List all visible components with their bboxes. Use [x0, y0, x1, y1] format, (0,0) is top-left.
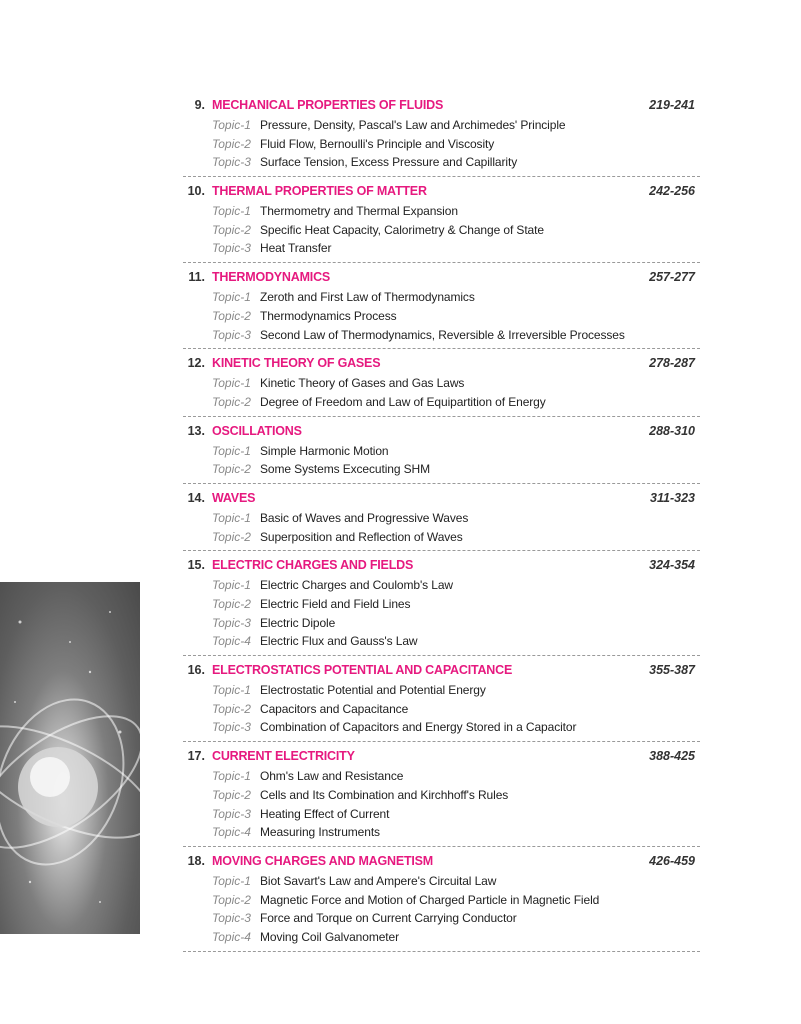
- topic-label: Topic-2: [212, 308, 251, 323]
- chapter-heading: [183, 268, 700, 289]
- topic-title: Electrostatic Potential and Potential Energy: [260, 683, 486, 698]
- chapter-title: ELECTROSTATICS POTENTIAL AND CAPACITANCE: [212, 663, 513, 678]
- chapter-entry: [183, 354, 700, 416]
- chapter-heading: [183, 422, 700, 443]
- topic-label: Topic-1: [212, 118, 251, 132]
- chapter-page-range: 278-287: [649, 356, 695, 371]
- chapter-heading: [183, 354, 700, 375]
- topic-title: Thermodynamics Process: [260, 308, 397, 323]
- topic-row: [183, 824, 700, 843]
- topic-row: [183, 719, 700, 738]
- topic-label: Topic-3: [212, 327, 251, 342]
- topic-label: Topic-1: [212, 510, 251, 525]
- topic-label: Topic-2: [212, 597, 251, 611]
- chapter-number: 10.: [187, 184, 205, 199]
- topic-row: [183, 461, 700, 480]
- topic-row: [183, 154, 700, 173]
- topic-row: [183, 768, 700, 787]
- topic-row: [183, 577, 700, 596]
- topic-title: Cells and Its Combination and Kirchhoff's Rules: [260, 787, 509, 802]
- topic-row: [183, 117, 700, 136]
- topic-row: [183, 873, 700, 892]
- chapter-entry: [183, 661, 700, 742]
- topic-title: Heat Transfer: [260, 241, 332, 256]
- chapter-entry: [183, 556, 700, 656]
- topic-label: Topic-4: [212, 825, 251, 840]
- chapter-page-range: 242-256: [649, 184, 695, 199]
- chapter-number: 13.: [187, 423, 205, 438]
- topic-row: [183, 615, 700, 634]
- chapter-entry: [183, 182, 700, 263]
- chapter-entry: [183, 747, 700, 847]
- topic-row: [183, 203, 700, 222]
- topic-row: [183, 443, 700, 462]
- chapter-page-range: 257-277: [649, 270, 695, 285]
- topic-label: Topic-1: [212, 204, 251, 219]
- topic-title: Surface Tension, Excess Pressure and Capillarity: [260, 155, 518, 170]
- chapter-title: THERMAL PROPERTIES OF MATTER: [212, 184, 427, 199]
- chapter-page-range: 311-323: [650, 490, 695, 505]
- chapter-title: KINETIC THEORY OF GASES: [212, 356, 381, 371]
- topic-title: Simple Harmonic Motion: [260, 443, 389, 458]
- topic-title: Biot Savart's Law and Ampere's Circuital Law: [260, 873, 497, 888]
- topic-row: [183, 327, 700, 346]
- chapter-page-range: 355-387: [649, 663, 695, 678]
- topic-row: [183, 806, 700, 825]
- topic-row: [183, 701, 700, 720]
- topic-title: Electric Dipole: [260, 615, 336, 630]
- topic-title: Combination of Capacitors and Energy Stored in a Capacitor: [260, 720, 577, 735]
- topic-title: Force and Torque on Current Carrying Conductor: [260, 911, 517, 926]
- topic-title: Capacitors and Capacitance: [260, 701, 409, 716]
- topic-label: Topic-2: [212, 701, 251, 716]
- topic-row: [183, 787, 700, 806]
- topic-title: Some Systems Excecuting SHM: [260, 462, 431, 477]
- chapter-number: 16.: [187, 663, 205, 678]
- topic-label: Topic-2: [212, 787, 251, 802]
- chapter-title: MOVING CHARGES AND MAGNETISM: [212, 853, 434, 868]
- topic-label: Topic-3: [212, 155, 251, 170]
- chapter-title: WAVES: [212, 490, 256, 505]
- topic-label: Topic-3: [212, 720, 251, 735]
- chapter-heading: [183, 556, 700, 577]
- chapter-title: ELECTRIC CHARGES AND FIELDS: [212, 558, 414, 573]
- chapter-entry: [183, 489, 700, 551]
- topic-label: Topic-4: [212, 929, 251, 944]
- topic-label: Topic-1: [212, 290, 251, 305]
- topic-title: Pressure, Density, Pascal's Law and Archimedes' Principle: [260, 118, 566, 132]
- topic-row: [183, 633, 700, 652]
- topic-label: Topic-3: [212, 241, 251, 256]
- topic-title: Electric Flux and Gauss's Law: [260, 634, 418, 649]
- chapter-heading: [183, 852, 700, 873]
- topic-label: Topic-4: [212, 634, 251, 649]
- chapter-number: 9.: [194, 98, 205, 112]
- topic-label: Topic-3: [212, 615, 251, 630]
- chapter-heading: [183, 489, 700, 510]
- topic-row: [183, 394, 700, 413]
- chapter-page-range: 324-354: [649, 558, 695, 573]
- topic-title: Superposition and Reflection of Waves: [260, 529, 463, 544]
- topic-label: Topic-2: [212, 136, 251, 151]
- topic-title: Basic of Waves and Progressive Waves: [260, 510, 469, 525]
- topic-title: Kinetic Theory of Gases and Gas Laws: [260, 376, 465, 391]
- chapter-entry: [183, 268, 700, 349]
- topic-row: [183, 510, 700, 529]
- topic-row: [183, 375, 700, 394]
- chapter-title: OSCILLATIONS: [212, 423, 302, 438]
- topic-title: Heating Effect of Current: [260, 806, 390, 821]
- topic-title: Specific Heat Capacity, Calorimetry & Change of State: [260, 222, 544, 237]
- topic-title: Second Law of Thermodynamics, Reversible & Irreversible Processes: [260, 327, 625, 342]
- chapter-page-range: 388-425: [649, 749, 695, 764]
- topic-row: [183, 929, 700, 948]
- topic-row: [183, 596, 700, 615]
- topic-row: [183, 240, 700, 259]
- chapter-heading: [183, 182, 700, 203]
- topic-title: Ohm's Law and Resistance: [260, 769, 404, 784]
- chapter-entry: [183, 96, 700, 177]
- chapter-page-range: 219-241: [649, 98, 695, 112]
- topic-row: [183, 289, 700, 308]
- topic-row: [183, 682, 700, 701]
- chapter-page-range: 288-310: [649, 423, 695, 438]
- chapter-heading: [183, 96, 700, 117]
- chapter-title: MECHANICAL PROPERTIES OF FLUIDS: [212, 98, 444, 112]
- chapter-title: THERMODYNAMICS: [212, 270, 331, 285]
- topic-title: Measuring Instruments: [260, 825, 380, 840]
- topic-row: [183, 892, 700, 911]
- topic-label: Topic-2: [212, 222, 251, 237]
- chapter-number: 12.: [187, 356, 205, 371]
- topic-label: Topic-2: [212, 462, 251, 477]
- chapter-entry: [183, 422, 700, 484]
- topic-row: [183, 910, 700, 929]
- chapter-number: 18.: [187, 853, 205, 868]
- topic-label: Topic-3: [212, 911, 251, 926]
- topic-label: Topic-1: [212, 873, 251, 888]
- chapter-heading: [183, 747, 700, 768]
- table-of-contents: [0, 96, 801, 957]
- topic-label: Topic-3: [212, 806, 251, 821]
- topic-title: Electric Field and Field Lines: [260, 597, 411, 611]
- topic-label: Topic-1: [212, 376, 251, 391]
- topic-label: Topic-1: [212, 769, 251, 784]
- topic-title: Thermometry and Thermal Expansion: [260, 204, 458, 219]
- topic-label: Topic-1: [212, 683, 251, 698]
- topic-title: Moving Coil Galvanometer: [260, 929, 399, 944]
- chapter-title: CURRENT ELECTRICITY: [212, 749, 355, 764]
- chapter-number: 15.: [187, 558, 205, 573]
- topic-title: Degree of Freedom and Law of Equipartition of Energy: [260, 394, 546, 409]
- topic-label: Topic-2: [212, 529, 251, 544]
- topic-title: Electric Charges and Coulomb's Law: [260, 578, 453, 593]
- chapter-heading: [183, 661, 700, 682]
- topic-label: Topic-1: [212, 578, 251, 593]
- chapter-page-range: 426-459: [649, 853, 695, 868]
- chapter-number: 14.: [187, 490, 205, 505]
- topic-label: Topic-1: [212, 443, 251, 458]
- chapter-number: 17.: [187, 749, 205, 764]
- topic-title: Fluid Flow, Bernoulli's Principle and Viscosity: [260, 136, 495, 151]
- topic-title: Zeroth and First Law of Thermodynamics: [260, 290, 475, 305]
- topic-row: [183, 136, 700, 155]
- topic-label: Topic-2: [212, 394, 251, 409]
- chapter-entry: [183, 852, 700, 952]
- topic-row: [183, 308, 700, 327]
- topic-row: [183, 222, 700, 241]
- chapter-number: 11.: [188, 270, 205, 285]
- topic-title: Magnetic Force and Motion of Charged Particle in Magnetic Field: [260, 892, 600, 907]
- topic-label: Topic-2: [212, 892, 251, 907]
- topic-row: [183, 529, 700, 548]
